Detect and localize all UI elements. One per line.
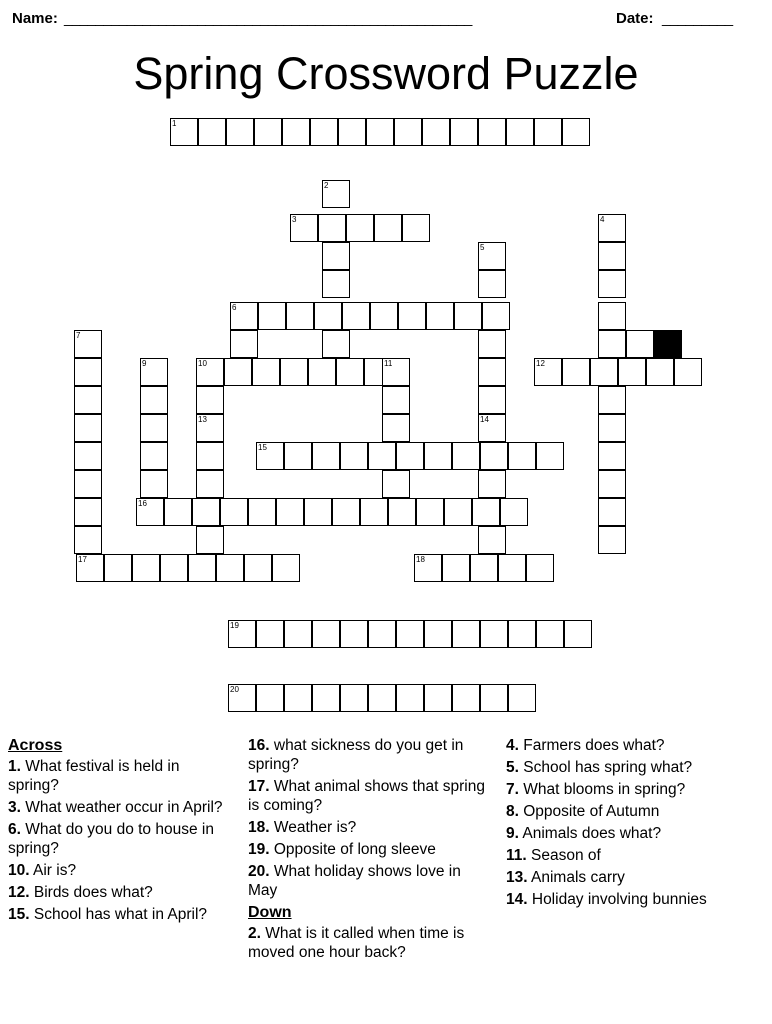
grid-cell[interactable]: [506, 118, 534, 146]
grid-cell[interactable]: [598, 386, 626, 414]
grid-cell[interactable]: [312, 684, 340, 712]
clue-item: 9. Animals does what?: [506, 825, 662, 842]
grid-cell[interactable]: [388, 498, 416, 526]
grid-cell[interactable]: [444, 498, 472, 526]
grid-cell[interactable]: [478, 358, 506, 386]
clue-number: 7.: [506, 781, 519, 798]
grid-cell[interactable]: [140, 442, 168, 470]
grid-cell[interactable]: [478, 118, 506, 146]
grid-cell[interactable]: [646, 358, 674, 386]
grid-cell[interactable]: [536, 442, 564, 470]
grid-cell[interactable]: [340, 684, 368, 712]
clue-column-3: [506, 736, 761, 912]
clue-item: 5. School has spring what?: [506, 759, 693, 776]
grid-cell[interactable]: [450, 118, 478, 146]
grid-cell[interactable]: [286, 302, 314, 330]
grid-cell[interactable]: [478, 386, 506, 414]
clue-column-1: [8, 736, 233, 927]
grid-cell[interactable]: [104, 554, 132, 582]
grid-cell[interactable]: [196, 414, 224, 442]
down-heading: Down: [248, 904, 292, 921]
grid-cell[interactable]: [396, 442, 424, 470]
name-write-line[interactable]: ____________________________________________________: [64, 10, 472, 27]
grid-cell-number: 1: [172, 119, 177, 128]
grid-cell[interactable]: [368, 620, 396, 648]
clue-item: 10. Air is?: [8, 862, 77, 879]
grid-cell[interactable]: [480, 684, 508, 712]
name-label: Name:: [12, 10, 58, 27]
grid-cell-number: 14: [480, 415, 489, 424]
grid-cell[interactable]: [224, 358, 252, 386]
grid-cell[interactable]: [338, 118, 366, 146]
grid-cell[interactable]: [132, 554, 160, 582]
clue-number: 3.: [8, 799, 21, 816]
grid-cell-number: 18: [416, 555, 425, 564]
grid-cell-number: 17: [78, 555, 87, 564]
across-heading: Across: [8, 737, 63, 754]
grid-cell[interactable]: [332, 498, 360, 526]
clue-item: 17. What animal shows that spring is coming?: [248, 778, 485, 814]
grid-cell[interactable]: [478, 526, 506, 554]
grid-cell[interactable]: [470, 554, 498, 582]
grid-cell[interactable]: [196, 442, 224, 470]
clue-number: 11.: [506, 847, 527, 864]
grid-cell[interactable]: [256, 684, 284, 712]
grid-cell-number: 4: [600, 215, 605, 224]
date-write-line[interactable]: _________: [662, 10, 733, 27]
grid-cell[interactable]: [318, 214, 346, 242]
grid-cell[interactable]: [598, 242, 626, 270]
grid-cell[interactable]: [322, 330, 350, 358]
grid-cell[interactable]: [74, 358, 102, 386]
grid-cell[interactable]: [478, 270, 506, 298]
grid-cell-number: 13: [198, 415, 207, 424]
grid-cell[interactable]: [382, 358, 410, 386]
clue-column-2: [248, 736, 493, 965]
grid-cell[interactable]: [562, 358, 590, 386]
grid-cell[interactable]: [192, 498, 220, 526]
grid-cell[interactable]: [498, 554, 526, 582]
grid-cell[interactable]: [140, 386, 168, 414]
grid-cell[interactable]: [74, 330, 102, 358]
grid-cell[interactable]: [382, 386, 410, 414]
grid-cell-number: 9: [142, 359, 147, 368]
grid-cell[interactable]: [322, 270, 350, 298]
grid-cell[interactable]: [140, 358, 168, 386]
grid-cell[interactable]: [424, 442, 452, 470]
grid-cell[interactable]: [374, 214, 402, 242]
grid-cell[interactable]: [196, 470, 224, 498]
grid-cell[interactable]: [480, 442, 508, 470]
grid-cell[interactable]: [382, 414, 410, 442]
clue-item: 19. Opposite of long sleeve: [248, 841, 436, 858]
grid-cell[interactable]: [170, 118, 198, 146]
grid-cell[interactable]: [74, 442, 102, 470]
grid-cell-number: 3: [292, 215, 297, 224]
grid-cell[interactable]: [626, 330, 654, 358]
clue-number: 9.: [506, 825, 519, 842]
grid-cell[interactable]: [526, 554, 554, 582]
clues-section: [0, 736, 772, 1024]
grid-cell[interactable]: [366, 118, 394, 146]
grid-cell[interactable]: [304, 498, 332, 526]
grid-cell[interactable]: [284, 684, 312, 712]
grid-cell[interactable]: [562, 118, 590, 146]
grid-cell[interactable]: [598, 330, 626, 358]
grid-cell[interactable]: [472, 498, 500, 526]
clue-item: 15. School has what in April?: [8, 906, 208, 923]
grid-cell[interactable]: [598, 414, 626, 442]
clue-item: 18. Weather is?: [248, 819, 357, 836]
clue-number: 13.: [506, 869, 528, 886]
clue-number: 8.: [506, 803, 519, 820]
page-title: Spring Crossword Puzzle: [133, 48, 639, 99]
clue-number: 6.: [8, 821, 21, 838]
grid-cell[interactable]: [394, 118, 422, 146]
clue-item: 8. Opposite of Autumn: [506, 803, 660, 820]
grid-cell[interactable]: [398, 302, 426, 330]
grid-cell[interactable]: [452, 684, 480, 712]
grid-cell[interactable]: [74, 414, 102, 442]
grid-cell[interactable]: [220, 498, 248, 526]
grid-cell[interactable]: [280, 358, 308, 386]
grid-cell[interactable]: [368, 442, 396, 470]
grid-cell[interactable]: [598, 442, 626, 470]
grid-cell[interactable]: [414, 554, 442, 582]
grid-cell[interactable]: [426, 302, 454, 330]
grid-cell[interactable]: [282, 118, 310, 146]
grid-cell[interactable]: [254, 118, 282, 146]
grid-cell[interactable]: [382, 470, 410, 498]
grid-cell[interactable]: [342, 302, 370, 330]
grid-cell-number: 10: [198, 359, 207, 368]
clue-item: 1. What festival is held in spring?: [8, 758, 180, 794]
grid-cell[interactable]: [140, 470, 168, 498]
grid-cell[interactable]: [368, 684, 396, 712]
clue-item: 6. What do you do to house in spring?: [8, 821, 214, 857]
grid-cell-number: 19: [230, 621, 239, 630]
grid-cell-number: 6: [232, 303, 237, 312]
grid-cell[interactable]: [480, 620, 508, 648]
grid-cell[interactable]: [590, 358, 618, 386]
grid-cell[interactable]: [312, 442, 340, 470]
grid-cell[interactable]: [256, 442, 284, 470]
grid-cell[interactable]: [248, 498, 276, 526]
clue-item: 16. what sickness do you get in spring?: [248, 737, 464, 773]
grid-cell-number: 16: [138, 499, 147, 508]
grid-cell[interactable]: [308, 358, 336, 386]
grid-cell[interactable]: [340, 620, 368, 648]
grid-cell[interactable]: [396, 684, 424, 712]
grid-cell[interactable]: [196, 386, 224, 414]
clue-number: 16.: [248, 737, 270, 754]
grid-cell[interactable]: [198, 118, 226, 146]
grid-cell[interactable]: [74, 498, 102, 526]
clue-item: 4. Farmers does what?: [506, 737, 665, 754]
grid-cell[interactable]: [196, 358, 224, 386]
grid-cell[interactable]: [244, 554, 272, 582]
clue-item: 11. Season of: [506, 847, 601, 864]
grid-cell[interactable]: [424, 620, 452, 648]
grid-cell[interactable]: [508, 620, 536, 648]
grid-cell[interactable]: [336, 358, 364, 386]
grid-cell[interactable]: [228, 620, 256, 648]
grid-cell-blocked: [654, 330, 682, 358]
clue-item: 2. What is it called when time is moved one hour back?: [248, 925, 465, 961]
grid-cell[interactable]: [74, 386, 102, 414]
grid-cell[interactable]: [442, 554, 470, 582]
grid-cell[interactable]: [360, 498, 388, 526]
grid-cell[interactable]: [598, 498, 626, 526]
grid-cell[interactable]: [598, 470, 626, 498]
clue-item: 7. What blooms in spring?: [506, 781, 686, 798]
grid-cell[interactable]: [396, 620, 424, 648]
clue-item: 3. What weather occur in April?: [8, 799, 223, 816]
grid-cell[interactable]: [598, 270, 626, 298]
grid-cell[interactable]: [284, 620, 312, 648]
clue-number: 18.: [248, 819, 270, 836]
grid-cell[interactable]: [136, 498, 164, 526]
grid-cell[interactable]: [74, 470, 102, 498]
grid-cell[interactable]: [536, 620, 564, 648]
grid-cell[interactable]: [534, 358, 562, 386]
clue-number: 17.: [248, 778, 270, 795]
grid-cell[interactable]: [164, 498, 192, 526]
clue-number: 15.: [8, 906, 30, 923]
grid-cell[interactable]: [258, 302, 286, 330]
grid-cell[interactable]: [508, 684, 536, 712]
grid-cell[interactable]: [312, 620, 340, 648]
grid-cell[interactable]: [346, 214, 374, 242]
grid-cell[interactable]: [140, 414, 168, 442]
grid-cell[interactable]: [196, 526, 224, 554]
grid-cell[interactable]: [228, 684, 256, 712]
clue-number: 12.: [8, 884, 30, 901]
grid-cell[interactable]: [422, 118, 450, 146]
grid-cell[interactable]: [226, 118, 254, 146]
clue-number: 1.: [8, 758, 21, 775]
clue-number: 20.: [248, 863, 270, 880]
grid-cell[interactable]: [416, 498, 444, 526]
grid-cell[interactable]: [314, 302, 342, 330]
grid-cell[interactable]: [230, 302, 258, 330]
grid-cell[interactable]: [76, 554, 104, 582]
grid-cell[interactable]: [188, 554, 216, 582]
clue-item: 14. Holiday involving bunnies: [506, 891, 707, 908]
grid-cell[interactable]: [290, 214, 318, 242]
grid-cell[interactable]: [424, 684, 452, 712]
grid-cell-number: 12: [536, 359, 545, 368]
grid-cell[interactable]: [272, 554, 300, 582]
grid-cell-number: 11: [384, 359, 393, 368]
grid-cell-number: 5: [480, 243, 485, 252]
grid-cell[interactable]: [216, 554, 244, 582]
grid-cell-number: 2: [324, 181, 329, 190]
grid-cell[interactable]: [454, 302, 482, 330]
grid-cell[interactable]: [340, 442, 368, 470]
date-label: Date:: [616, 10, 654, 27]
clue-number: 4.: [506, 737, 519, 754]
grid-cell[interactable]: [322, 180, 350, 208]
grid-cell-number: 15: [258, 443, 267, 452]
grid-cell[interactable]: [276, 498, 304, 526]
clue-item: 12. Birds does what?: [8, 884, 153, 901]
grid-cell[interactable]: [478, 330, 506, 358]
grid-cell[interactable]: [252, 358, 280, 386]
grid-cell[interactable]: [508, 442, 536, 470]
grid-cell[interactable]: [674, 358, 702, 386]
grid-cell[interactable]: [598, 526, 626, 554]
grid-cell[interactable]: [534, 118, 562, 146]
clue-number: 10.: [8, 862, 30, 879]
clue-number: 19.: [248, 841, 270, 858]
crossword-grid[interactable]: [0, 118, 772, 738]
grid-cell[interactable]: [256, 620, 284, 648]
grid-cell[interactable]: [230, 330, 258, 358]
grid-cell[interactable]: [310, 118, 338, 146]
clue-number: 2.: [248, 925, 261, 942]
grid-cell[interactable]: [500, 498, 528, 526]
grid-cell[interactable]: [284, 442, 312, 470]
grid-cell[interactable]: [478, 242, 506, 270]
grid-cell[interactable]: [618, 358, 646, 386]
grid-cell-number: 20: [230, 685, 239, 694]
grid-cell[interactable]: [74, 526, 102, 554]
grid-cell[interactable]: [322, 242, 350, 270]
grid-cell[interactable]: [452, 620, 480, 648]
header-fields: [0, 8, 772, 32]
clue-item: 13. Animals carry: [506, 869, 625, 886]
clue-number: 5.: [506, 759, 519, 776]
grid-cell[interactable]: [478, 470, 506, 498]
grid-cell[interactable]: [564, 620, 592, 648]
grid-cell-number: 7: [76, 331, 81, 340]
grid-cell[interactable]: [160, 554, 188, 582]
grid-cell[interactable]: [452, 442, 480, 470]
grid-cell[interactable]: [370, 302, 398, 330]
clue-number: 14.: [506, 891, 528, 908]
grid-cell[interactable]: [482, 302, 510, 330]
grid-cell[interactable]: [598, 214, 626, 242]
grid-cell[interactable]: [598, 302, 626, 330]
grid-cell[interactable]: [478, 414, 506, 442]
clue-item: 20. What holiday shows love in May: [248, 863, 461, 899]
grid-cell[interactable]: [402, 214, 430, 242]
